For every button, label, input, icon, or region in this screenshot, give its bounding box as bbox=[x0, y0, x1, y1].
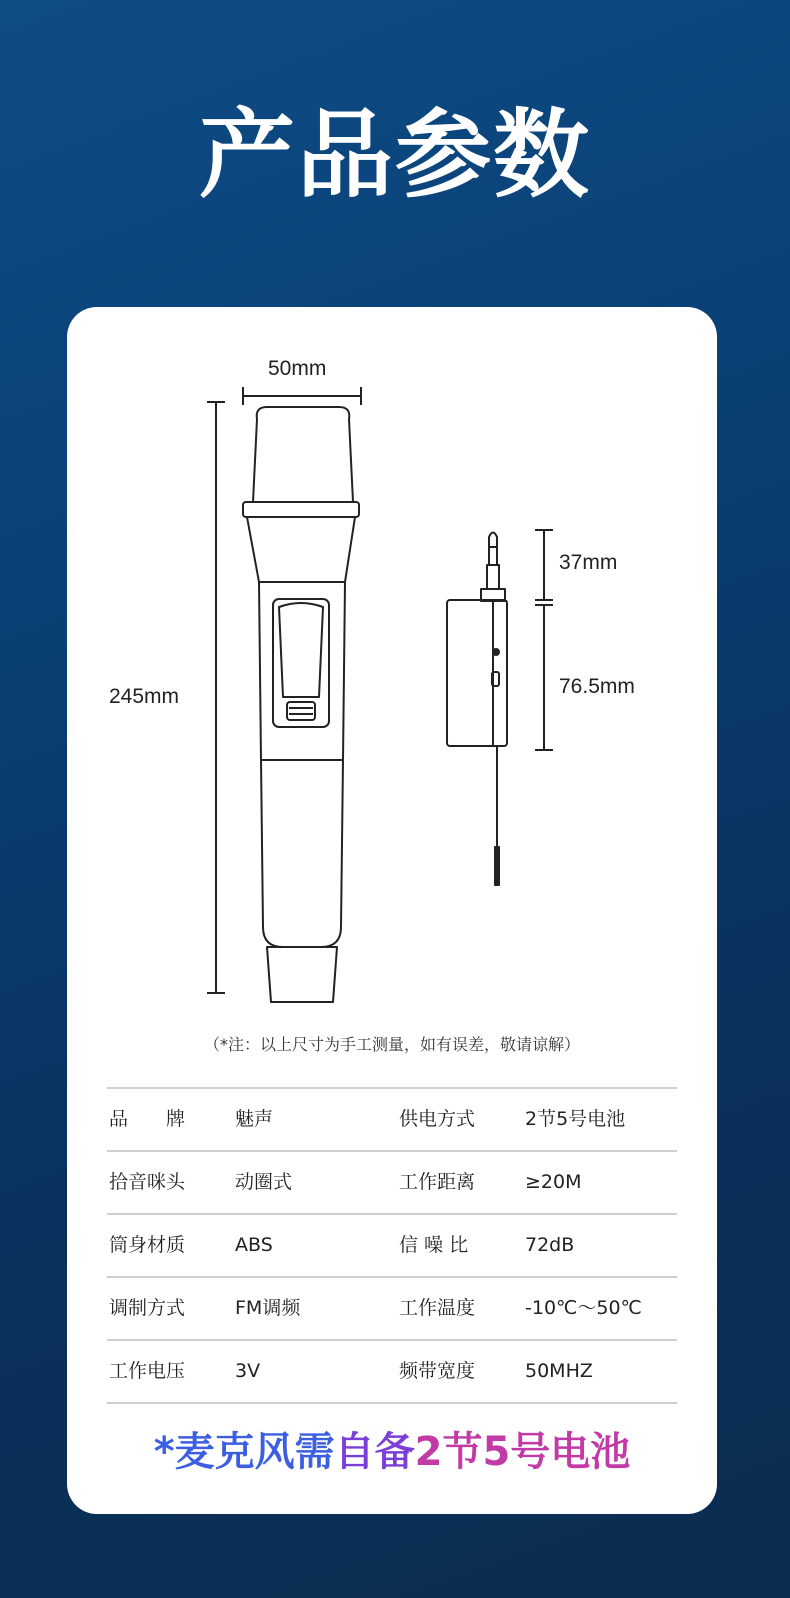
spec-value: 动圈式 bbox=[235, 1171, 293, 1193]
table-row bbox=[107, 1215, 677, 1278]
spec-label: 工作距离 bbox=[399, 1171, 476, 1193]
table-row bbox=[107, 1278, 677, 1341]
spec-value: FM调频 bbox=[235, 1297, 301, 1319]
spec-label: 品 牌 bbox=[109, 1108, 186, 1130]
measurement-note: （*注：以上尺寸为手工测量，如有误差，敬请谅解） bbox=[203, 1035, 580, 1054]
spec-value: ≥20M bbox=[525, 1171, 582, 1193]
spec-value: 72dB bbox=[525, 1234, 575, 1256]
width-dimension-line bbox=[243, 387, 361, 405]
receiver-dimension-line bbox=[535, 605, 553, 750]
height-dimension-line bbox=[207, 402, 225, 993]
plug-length-label: 37mm bbox=[559, 551, 618, 574]
microphone-drawing bbox=[243, 407, 359, 1002]
table-row bbox=[107, 1089, 677, 1152]
mic-width-label: 50mm bbox=[268, 357, 327, 380]
spec-table bbox=[107, 1087, 677, 1404]
spec-label: 筒身材质 bbox=[109, 1234, 186, 1256]
spec-label: 供电方式 bbox=[399, 1108, 476, 1130]
page-title: 产品参数 bbox=[199, 99, 591, 211]
receiver-drawing bbox=[447, 533, 507, 886]
spec-label: 拾音咪头 bbox=[109, 1171, 186, 1193]
product-diagram bbox=[67, 307, 717, 1027]
table-row bbox=[107, 1341, 677, 1404]
spec-label: 调制方式 bbox=[109, 1297, 186, 1319]
battery-notice-part2: 自备 bbox=[334, 1429, 415, 1475]
spec-value: -10℃～50℃ bbox=[525, 1297, 642, 1319]
spec-label: 信 噪 比 bbox=[399, 1234, 469, 1256]
spec-card bbox=[67, 307, 717, 1514]
table-row bbox=[107, 1152, 677, 1215]
battery-notice-part3: 2节5号电池 bbox=[414, 1429, 631, 1475]
spec-label: 工作温度 bbox=[399, 1297, 476, 1319]
receiver-height-label: 76.5mm bbox=[559, 675, 635, 698]
spec-label: 频带宽度 bbox=[399, 1360, 476, 1382]
battery-notice bbox=[67, 1422, 717, 1482]
spec-label: 工作电压 bbox=[109, 1360, 186, 1382]
plug-dimension-line bbox=[535, 530, 553, 600]
spec-value: 魅声 bbox=[235, 1108, 274, 1130]
spec-value: 2节5号电池 bbox=[525, 1108, 626, 1130]
spec-value: ABS bbox=[235, 1234, 273, 1256]
mic-height-label: 245mm bbox=[109, 685, 180, 708]
spec-value: 3V bbox=[235, 1360, 261, 1382]
battery-notice-part1: *麦克风需 bbox=[153, 1429, 335, 1475]
spec-value: 50MHZ bbox=[525, 1360, 593, 1382]
